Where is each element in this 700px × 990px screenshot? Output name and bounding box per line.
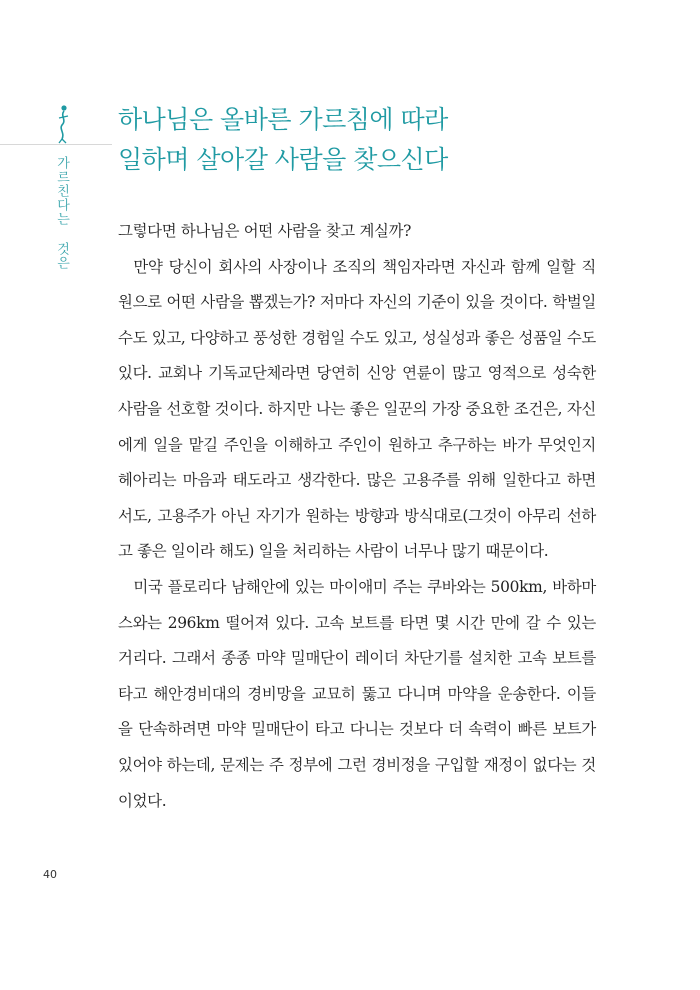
body-text [118, 214, 596, 819]
margin-divider [0, 144, 112, 145]
body-paragraph: 미국 플로리다 남해안에 있는 마이애미 주는 쿠바와는 500km, 바하마스와는 296km 떨어져 있다. 고속 보트를 타면 몇 시간 만에 갈 수 있는 거리다. 그래서 종종 마약 밀매단이 레이더 차단기를 설치한 고속 보트를 타고 해안경비대의 경비망을 교묘히 뚫고 다니며 마약을 운송한다. 이들을 단속하려면 마약 밀매단이 타고 다니는 것보다 더 속력이 빠른 보트가 있어야 하는데, 문제는 주 정부에 그런 경비정을 구입할 재정이 없다는 것이었다. [118, 577, 596, 810]
chapter-title-line-2: 일하며 살아갈 사람을 찾으신다 [118, 145, 448, 174]
chapter-title-line-1: 하나님은 올바른 가르침에 따라 [118, 105, 448, 134]
body-paragraph: 만약 당신이 회사의 사장이나 조직의 책임자라면 자신과 함께 일할 직원으로 어떤 사람을 뽑겠는가? 저마다 자신의 기준이 있을 것이다. 학벌일 수도 있고, 다양하고 풍성한 경험일 수도 있고, 성실성과 좋은 성품일 수도 있다. 교회나 기독교단체라면 당연히 신앙 연륜이 많고 영적으로 성숙한 사람을 선호할 것이다. 하지만 나는 좋은 일꾼의 가장 중요한 조건은, 자신에게 일을 맡길 주인을 이해하고 주인이 원하고 추구하는 바가 무엇인지 헤아리는 마음과 태도라고 생각한다. 많은 고용주를 위해 일한다고 하면서도, 고용주가 아닌 자기가 원하는 방향과 방식대로(그것이 아무리 선하고 좋은 일이라 해도) 일을 처리하는 사람이 너무나 많기 때문이다. [118, 257, 596, 561]
figure-ornament-icon [56, 104, 70, 144]
chapter-title [118, 100, 618, 180]
page-number: 40 [43, 868, 57, 881]
running-title: 가르친다는 것은 [54, 156, 69, 270]
body-paragraph: 그렇다면 하나님은 어떤 사람을 찾고 계실까? [118, 222, 412, 240]
